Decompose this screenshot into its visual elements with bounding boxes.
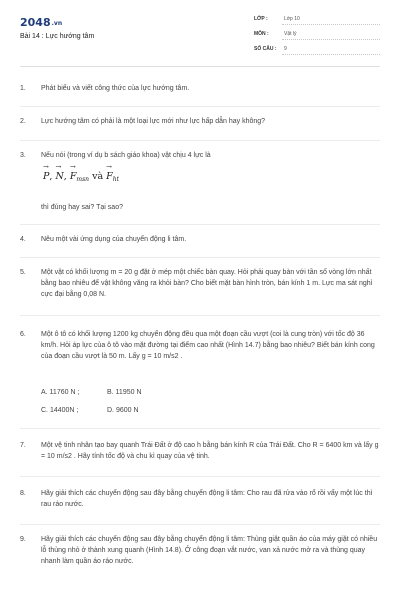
question-number: 4. <box>20 236 26 243</box>
subject-field <box>254 29 380 40</box>
subject-value: Vật lý <box>284 31 297 37</box>
question-text: Một vệ tinh nhân tạo bay quanh Trái Đất ở độ cao h bằng bán kính R của Trái Đất. Cho R = 6400 km và lấy g = 10 m/s2 . Hãy tính tốc độ và chu kì quay của vệ tinh. <box>41 442 379 460</box>
question-divider <box>20 524 380 525</box>
logo-suffix: .vn <box>51 20 63 27</box>
question-number: 6. <box>20 331 26 338</box>
question-text: Lực hướng tâm có phải là một loại lực mới như lực hấp dẫn hay không? <box>41 118 266 125</box>
question-number: 2. <box>20 118 26 125</box>
subject-label: MÔN : <box>254 31 269 37</box>
question-number: 8. <box>20 490 26 497</box>
option-b: B. 11950 N <box>107 389 142 396</box>
vector-f-msn: $F_{msn}$ → <box>69 163 90 183</box>
question-divider <box>20 476 380 477</box>
vector-arrow-icon: → <box>43 163 49 171</box>
question-number: 5. <box>20 269 26 276</box>
question-text: Phát biểu và viết công thức của lực hướng tâm. <box>41 85 190 92</box>
question-text: Nếu nói (trong ví dụ b sách giáo khoa) vật chịu 4 lực là <box>41 152 211 159</box>
question-text: Một vật có khối lượng m = 20 g đặt ở mép một chiếc bàn quay. Hỏi phải quay bàn với tần số vòng lớn nhất bằng bao nhiêu để vật không văng ra khỏi bàn? Cho biết mặt bàn hình tròn, bán kính 1 m. Lực ma sát nghỉ cực đại bằng 0,08 N. <box>41 269 373 298</box>
subscript-ht: ht <box>112 176 120 183</box>
formula-conjunction: và <box>92 171 104 182</box>
forces-formula: P → , N → , $F_{msn}$ → và $F_{ht}$ → <box>43 163 120 183</box>
question-text: Một ô tô có khối lượng 1200 kg chuyển động đều qua một đoạn cầu vượt (coi là cung tròn) với tốc độ 36 km/h. Hỏi áp lực của ô tô vào mặt đường tại điểm cao nhất (Hình 14.7) bằng bao nhiêu? Biết bán kính cong của đoạn cầu vượt là 50 m. Lấy g = 10 m/s2 . <box>41 331 375 360</box>
header-rule <box>20 66 380 67</box>
class-value: Lớp 10 <box>284 16 300 22</box>
question-text: Nêu một vài ứng dụng của chuyển động li tâm. <box>41 236 187 243</box>
site-logo[interactable] <box>20 16 62 29</box>
question-divider <box>20 428 380 429</box>
subject-underline <box>282 39 380 40</box>
worksheet-header <box>0 0 400 64</box>
option-a: A. 11760 N ; <box>41 389 80 396</box>
question-number: 9. <box>20 536 26 543</box>
question-number: 1. <box>20 85 26 92</box>
question-number: 7. <box>20 442 26 449</box>
vector-arrow-icon: → <box>55 163 62 171</box>
class-field <box>254 14 380 25</box>
class-label: LỚP : <box>254 16 268 22</box>
question-count-label: SỐ CÂU : <box>254 46 277 52</box>
question-divider <box>20 140 380 141</box>
question-count-underline <box>282 54 380 55</box>
option-c: C. 14400N ; <box>41 407 79 414</box>
question-divider <box>20 106 380 107</box>
question-text: Hãy giải thích các chuyển động sau đây bằng chuyển động li tâm: Cho rau đã rửa vào rổ rồi vẩy một lúc thì rau ráo nước. <box>41 490 373 508</box>
question-text: Hãy giải thích các chuyển động sau đây bằng chuyển động li tâm: Thùng giặt quần áo của máy giặt có nhiều lỗ thủng nhỏ ở thành xung quanh (Hình 14.8). Ở công đoạn vắt nước, van xả nước mở ra và thùng quay nhanh làm quần áo ráo nước. <box>41 536 378 565</box>
vector-p: P → <box>43 163 50 182</box>
logo-text: 2048 <box>20 16 51 29</box>
question-text: thì đúng hay sai? Tại sao? <box>41 204 123 211</box>
question-divider <box>20 224 380 225</box>
vector-arrow-icon: → <box>106 163 113 171</box>
subscript-msn: msn <box>76 176 90 183</box>
vector-arrow-icon: → <box>69 163 76 171</box>
vector-n: N → <box>55 163 64 182</box>
question-divider <box>20 257 380 258</box>
class-underline <box>282 24 380 25</box>
question-count-value: 9 <box>284 46 287 52</box>
vector-f-ht: $F_{ht}$ → <box>106 163 120 183</box>
option-d: D. 9600 N <box>107 407 139 414</box>
question-count-field <box>254 44 380 55</box>
question-number: 3. <box>20 152 26 159</box>
question-divider <box>20 315 380 316</box>
lesson-title: Bài 14 : Lực hướng tâm <box>20 33 95 40</box>
